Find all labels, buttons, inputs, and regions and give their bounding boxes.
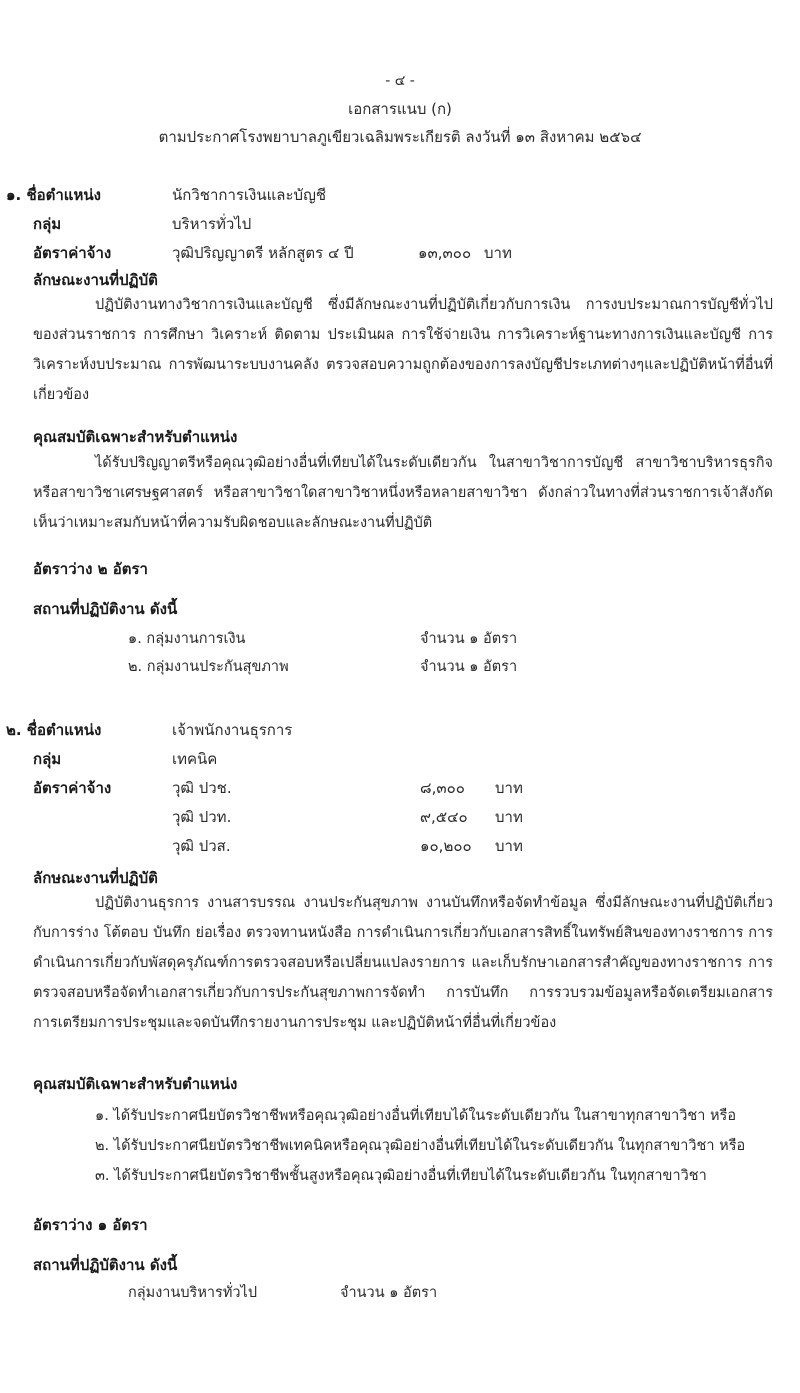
position-1-workplace-heading: สถานที่ปฏิบัติงาน ดังนี้ (33, 600, 178, 618)
wage-amount: ๑๐,๒๐๐ (420, 837, 472, 855)
document-subtitle: ตามประกาศโรงพยาบาลภูเขียวเฉลิมพระเกียรติ ลงวันที่ ๑๓ สิงหาคม ๒๕๖๔ (158, 128, 642, 146)
position-1-group-label: กลุ่ม (33, 215, 62, 233)
wage-unit: บาท (495, 808, 523, 826)
qualification-item: ๑. ได้รับประกาศนียบัตรวิชาชีพหรือคุณวุฒิอย่างอื่นที่เทียบได้ในระดับเดียวกัน ในสาขาทุกสาขาวิชา หรือ (95, 1108, 737, 1124)
qualification-item: ๓. ได้รับประกาศนียบัตรวิชาชีพชั้นสูงหรือคุณวุฒิอย่างอื่นที่เทียบได้ในระดับเดียวกัน ในทุกสาขาวิชา (95, 1168, 707, 1184)
wage-unit: บาท (495, 779, 523, 797)
position-1-wage-unit: บาท (484, 244, 512, 262)
position-1-wage-label: อัตราค่าจ้าง (33, 244, 112, 262)
position-2-group-label: กลุ่ม (33, 750, 62, 768)
position-2-group: เทคนิค (172, 750, 218, 768)
position-1-wage-qualification: วุฒิปริญญาตรี หลักสูตร ๔ ปี (172, 244, 354, 262)
workplace-count: จำนวน ๑ อัตรา (420, 659, 518, 675)
position-2-name: เจ้าพนักงานธุรการ (172, 721, 293, 739)
position-2-vacancy: อัตราว่าง ๑ อัตรา (33, 1216, 148, 1234)
position-2-duties-text: ปฏิบัติงานธุรการ งานสารบรรณ งานประกันสุขภาพ งานบันทึกหรือจัดทำข้อมูล ซึ่งมีลักษณะงานที่ปฏิบัติเกี่ยวกับการร่าง โต้ตอบ บันทึก ย่อเรื่อง ตรวจทานหนังสือ การดำเนินการเกี่ยวกับเอกสารสิทธิ์ในทรัพย์สินของทางราชการ การดำเนินการเกี่ยวกับพัสดุครุภัณฑ์การตรวจสอบหรือเปลี่ยนแปลงรายการ และเก็บรักษาเอกสารสำคัญของทางราชการ การตรวจสอบหรือจัดทำเอกสารเกี่ยวกับการประกันสุขภาพการจัดทำ การบันทึก การรวบรวมข้อมูลหรือจัดเตรียมเอกสาร การเตรียมการประชุมและจดบันทึกรายงานการประชุม และปฏิบัติหน้าที่อื่นที่เกี่ยวข้อง (33, 895, 773, 1031)
position-1-qualifications-heading: คุณสมบัติเฉพาะสำหรับตำแหน่ง (33, 428, 238, 446)
wage-qualification: วุฒิ ปวส. (172, 837, 231, 855)
position-1-duties-heading: ลักษณะงานที่ปฏิบัติ (33, 271, 158, 289)
position-2-wage-label: อัตราค่าจ้าง (33, 779, 112, 797)
document-title: เอกสารแนบ (ก) (348, 100, 452, 118)
wage-qualification: วุฒิ ปวท. (172, 808, 232, 826)
qualification-item: ๒. ได้รับประกาศนียบัตรวิชาชีพเทคนิคหรือคุณวุฒิอย่างอื่นที่เทียบได้ในระดับเดียวกัน ในทุกสาขาวิชา หรือ (95, 1138, 746, 1154)
page-number: - ๔ - (385, 73, 415, 89)
wage-unit: บาท (495, 837, 523, 855)
position-2-qualifications-heading: คุณสมบัติเฉพาะสำหรับตำแหน่ง (33, 1075, 238, 1093)
position-2-duties-heading: ลักษณะงานที่ปฏิบัติ (33, 869, 158, 887)
position-1-number-label: ๑. ชื่อตำแหน่ง (6, 186, 101, 204)
workplace-count: จำนวน ๑ อัตรา (420, 631, 518, 647)
position-1-name: นักวิชาการเงินและบัญชี (172, 186, 327, 204)
workplace-item: ๑. กลุ่มงานการเงิน (128, 631, 246, 647)
workplace-item: กลุ่มงานบริหารทั่วไป (128, 1285, 258, 1301)
position-1-qualifications-text: ได้รับปริญญาตรีหรือคุณวุฒิอย่างอื่นที่เทียบได้ในระดับเดียวกัน ในสาขาวิชาการบัญชี สาขาวิชาบริหารธุรกิจ หรือสาขาวิชาเศรษฐศาสตร์ หรือสาขาวิชาใดสาขาวิชาหนึ่งหรือหลายสาขาวิชา ดังกล่าวในทางที่ส่วนราชการเจ้าสังกัดเห็นว่าเหมาะสมกับหน้าที่ความรับผิดชอบและลักษณะงานที่ปฏิบัติ (33, 455, 773, 531)
position-1-group: บริหารทั่วไป (172, 215, 252, 233)
workplace-count: จำนวน ๑ อัตรา (340, 1285, 438, 1301)
wage-qualification: วุฒิ ปวช. (172, 779, 232, 797)
position-2-workplace-heading: สถานที่ปฏิบัติงาน ดังนี้ (33, 1256, 178, 1274)
workplace-item: ๒. กลุ่มงานประกันสุขภาพ (128, 659, 289, 675)
position-1-duties-text: ปฏิบัติงานทางวิชาการเงินและบัญชี ซึ่งมีลักษณะงานที่ปฏิบัติเกี่ยวกับการเงิน การงบประมาณการบัญชีทั่วไปของส่วนราชการ การศึกษา วิเคราะห์ ติดตาม ประเมินผล การใช้จ่ายเงิน การวิเคราะห์ฐานะทางการเงินและบัญชี การวิเคราะห์งบประมาณ การพัฒนาระบบงานคลัง ตรวจสอบความถูกต้องของการลงบัญชีประเภทต่างๆและปฏิบัติหน้าที่อื่นที่เกี่ยวข้อง (33, 297, 773, 403)
wage-amount: ๙,๕๔๐ (420, 808, 468, 826)
wage-amount: ๘,๓๐๐ (420, 779, 465, 797)
position-1-wage-amount: ๑๓,๓๐๐ (418, 244, 472, 262)
position-2-number-label: ๒. ชื่อตำแหน่ง (6, 721, 102, 739)
position-1-vacancy: อัตราว่าง ๒ อัตรา (33, 560, 148, 578)
